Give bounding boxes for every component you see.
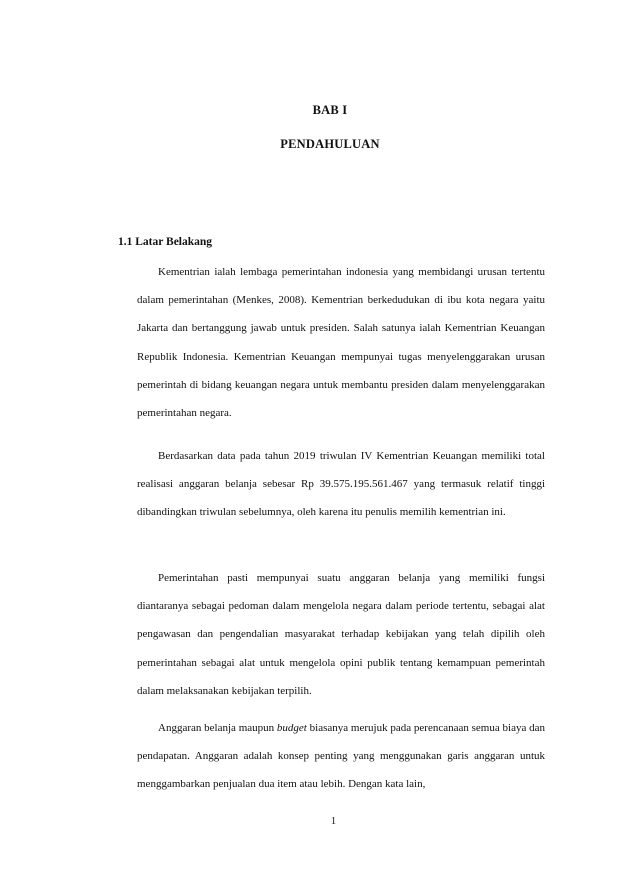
chapter-subtitle: PENDAHULUAN: [280, 137, 380, 151]
page-number: 1: [330, 816, 337, 827]
italic-term-budget: budget: [276, 722, 307, 734]
paragraph-4-text-end: biasanya merujuk pada perencanaan semua biaya dan pendapatan. Anggaran adalah konsep penting yang menggunakan garis anggaran untuk menggambarkan penjualan dua item atau lebih. Dengan kata lain,: [137, 722, 546, 791]
paragraph-4-text-start: Anggaran belanja maupun: [158, 722, 277, 734]
paragraph-2: Berdasarkan data pada tahun 2019 triwulan IV Kementrian Keuangan memiliki total realisasi anggaran belanja sebesar Rp 39.575.195.561.467 yang termasuk relatif tinggi dibandingkan triwulan sebelumnya, oleh karena itu penulis memilih kementrian ini.: [137, 450, 545, 519]
section-heading: 1.1 Latar Belakang: [118, 236, 213, 248]
paragraph-4: [137, 714, 545, 799]
paragraph-3: Pemerintahan pasti mempunyai suatu anggaran belanja yang memiliki fungsi diantaranya sebagai pedoman dalam mengelola negara dalam periode tertentu, sebagai alat pengawasan dan pengendalian masyarakat terhadap kebijakan yang telah dipilih oleh pemerintahan sebagai alat untuk mengelola opini publik tentang kemampuan pemerintah dalam melaksanakan kebijakan terpilih.: [137, 572, 545, 697]
paragraph-1: Kementrian ialah lembaga pemerintahan indonesia yang membidangi urusan tertentu dalam pemerintahan (Menkes, 2008). Kementrian berkedudukan di ibu kota negara yaitu Jakarta dan bertanggung jawab untuk presiden. Salah satunya ialah Kementrian Keuangan Republik Indonesia. Kementrian Keuangan mempunyai tugas menyelenggarakan urusan pemerintah di bidang keuangan negara untuk membantu presiden dalam menyelenggarakan pemerintahan negara.: [137, 266, 545, 420]
chapter-title: BAB I: [312, 103, 348, 117]
